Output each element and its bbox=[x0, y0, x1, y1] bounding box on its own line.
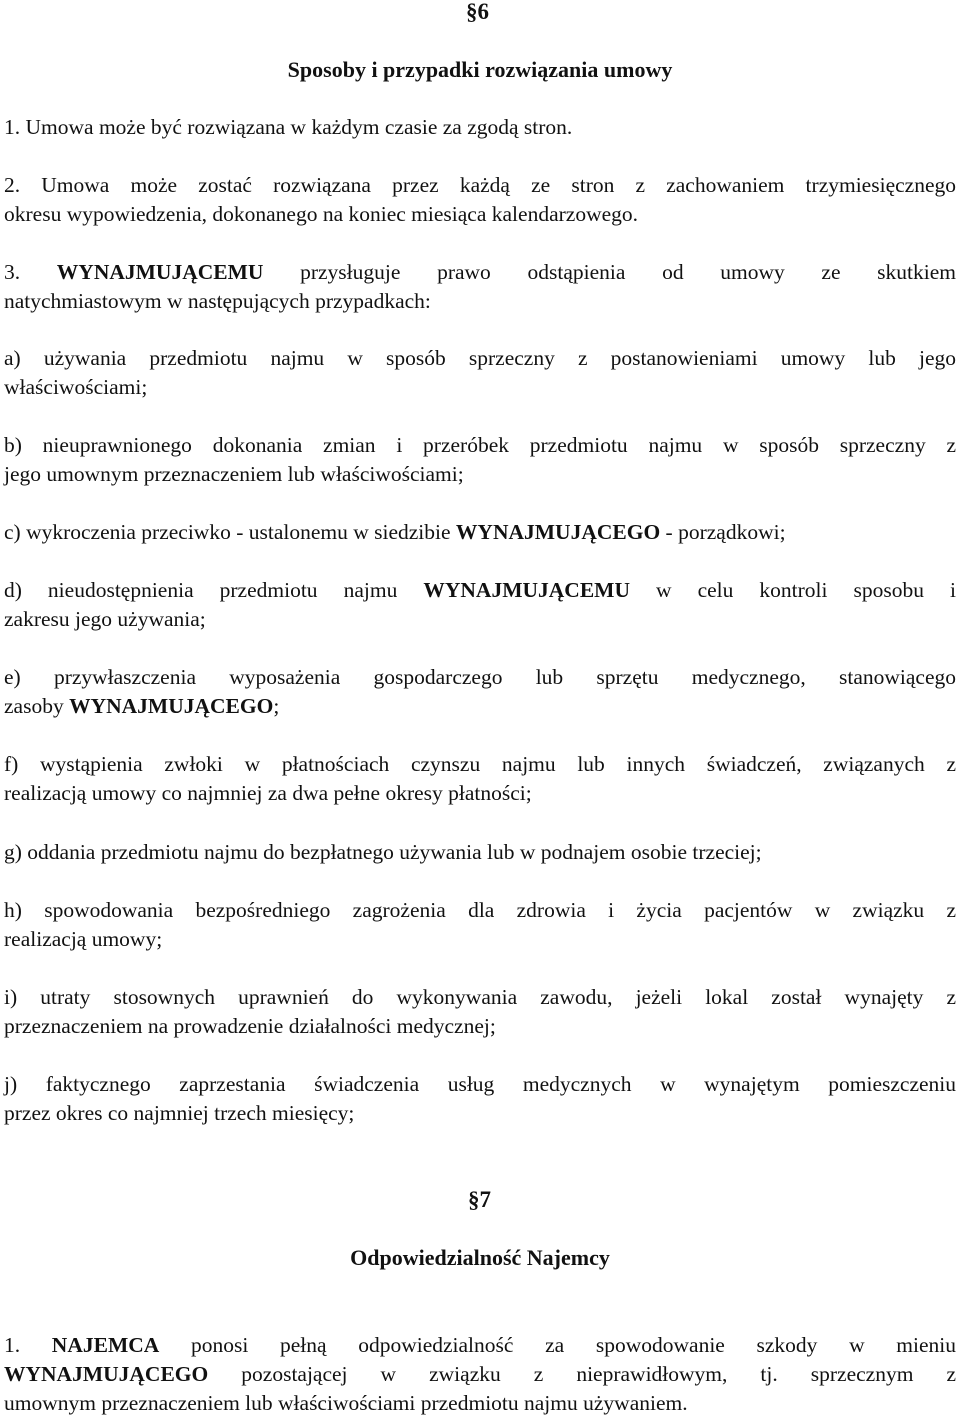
paragraph-1: 1. Umowa może być rozwiązana w każdym czasie za zgodą stron. bbox=[4, 115, 573, 139]
party-name-landlord: WYNAJMUJĄCEGO bbox=[4, 1362, 209, 1386]
item-j-line-2: przez okres co najmniej trzech miesięcy; bbox=[4, 1101, 355, 1125]
item-i-line-1: i) utraty stosownych uprawnień do wykonywania zawodu, jeżeli lokal został wynajęty z bbox=[4, 985, 956, 1009]
item-e-line-2 bbox=[4, 692, 956, 720]
item-f-line-2: realizacją umowy co najmniej za dwa pełne okresy płatności; bbox=[4, 781, 532, 805]
section-7-paragraph-1-line-3: umownym przeznaczeniem lub właściwościami przedmiotu najmu używaniem. bbox=[4, 1391, 688, 1415]
section-7-paragraph-1-text-2: pozostającej w związku z nieprawidłowym, tj. sprzecznym z bbox=[241, 1362, 956, 1386]
section-7-paragraph-1-line-2 bbox=[4, 1360, 956, 1388]
party-name-landlord: WYNAJMUJĄCEGO bbox=[69, 694, 274, 718]
paragraph-2-line-2: okresu wypowiedzenia, dokonanego na koniec miesiąca kalendarzowego. bbox=[4, 202, 639, 226]
item-c-line-1 bbox=[4, 518, 956, 546]
item-c-text: c) wykroczenia przeciwko - ustalonemu w siedzibie bbox=[4, 520, 451, 544]
item-h-line-1: h) spowodowania bezpośredniego zagrożenia dla zdrowia i życia pacjentów w związku z bbox=[4, 898, 956, 922]
item-f-line-1: f) wystąpienia zwłoki w płatnościach czynszu najmu lub innych świadczeń, związanych z bbox=[4, 752, 956, 776]
item-j-line-1: j) faktycznego zaprzestania świadczenia usług medycznych w wynajętym pomieszczeniu bbox=[4, 1072, 956, 1096]
item-e-text: zasoby bbox=[4, 694, 64, 718]
section-title-7: Odpowiedzialność Najemcy bbox=[350, 1245, 610, 1270]
party-name-tenant: NAJEMCA bbox=[51, 1333, 160, 1357]
section-7-paragraph-1-number: 1. bbox=[4, 1333, 21, 1357]
item-d-text-end: w celu kontroli sposobu i bbox=[656, 578, 957, 602]
paragraph-3-line-1 bbox=[4, 258, 956, 286]
party-name-landlord: WYNAJMUJĄCEMU bbox=[423, 578, 630, 602]
party-name-landlord: WYNAJMUJĄCEGO bbox=[455, 520, 661, 544]
section-number-6: §6 bbox=[466, 0, 489, 24]
paragraph-3-number: 3. bbox=[4, 260, 21, 284]
item-b-line-1: b) nieuprawnionego dokonania zmian i przeróbek przedmiotu najmu w sposób sprzeczny z bbox=[4, 433, 956, 457]
section-7-paragraph-1-line-1 bbox=[4, 1331, 956, 1359]
item-c-text-end: - porządkowi; bbox=[665, 520, 786, 544]
item-a-line-2: właściwościami; bbox=[4, 375, 148, 399]
item-d-line-2: zakresu jego używania; bbox=[4, 607, 206, 631]
item-b-line-2: jego umownym przeznaczeniem lub właściwościami; bbox=[4, 462, 464, 486]
item-h-line-2: realizacją umowy; bbox=[4, 927, 163, 951]
section-number-7: §7 bbox=[468, 1187, 491, 1212]
item-a-line-1: a) używania przedmiotu najmu w sposób sprzeczny z postanowieniami umowy lub jego bbox=[4, 346, 956, 370]
item-i-line-2: przeznaczeniem na prowadzenie działalności medycznej; bbox=[4, 1014, 496, 1038]
paragraph-3-line-2: natychmiastowym w następujących przypadkach: bbox=[4, 289, 431, 313]
item-g-line-1: g) oddania przedmiotu najmu do bezpłatnego używania lub w podnajem osobie trzeciej; bbox=[4, 840, 762, 864]
party-name-landlord: WYNAJMUJĄCEMU bbox=[56, 260, 264, 284]
item-d-text: d) nieudostępnienia przedmiotu najmu bbox=[4, 578, 398, 602]
paragraph-2-line-1: 2. Umowa może zostać rozwiązana przez każdą ze stron z zachowaniem trzymiesięcznego bbox=[4, 173, 956, 197]
item-e-text-end: ; bbox=[273, 694, 280, 718]
item-d-line-1 bbox=[4, 576, 956, 604]
section-title-6: Sposoby i przypadki rozwiązania umowy bbox=[287, 57, 673, 82]
paragraph-3-text: przysługuje prawo odstąpienia od umowy ze skutkiem bbox=[300, 260, 956, 284]
item-e-line-1: e) przywłaszczenia wyposażenia gospodarczego lub sprzętu medycznego, stanowiącego bbox=[4, 665, 956, 689]
section-7-paragraph-1-text: ponosi pełną odpowiedzialność za spowodowanie szkody w mieniu bbox=[190, 1333, 956, 1357]
